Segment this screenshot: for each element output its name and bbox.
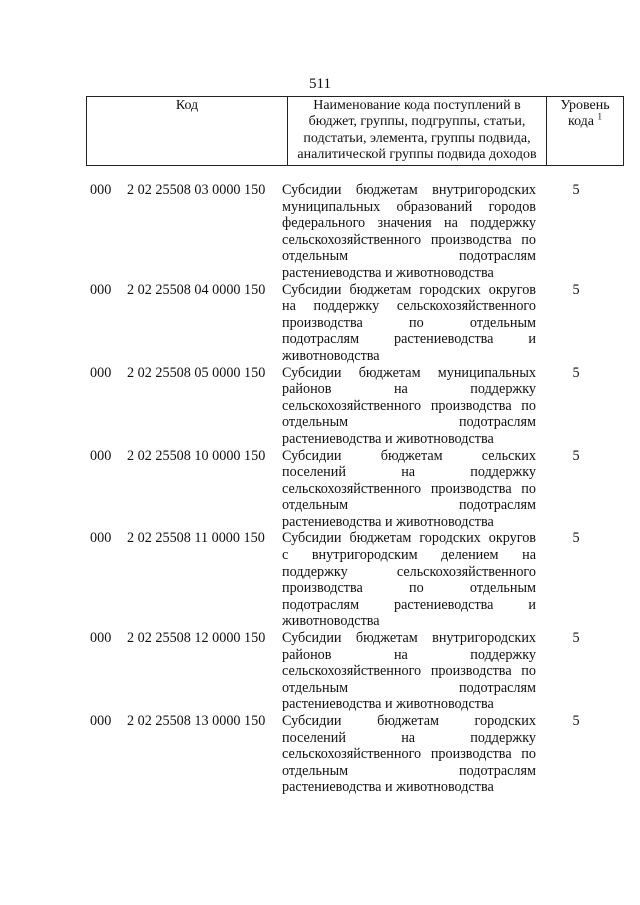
row-revenue-code: 2 02 25508 13 0000 150 bbox=[127, 713, 266, 729]
row-name-line: районов на поддержку bbox=[282, 646, 536, 663]
table-row bbox=[0, 713, 640, 796]
row-name bbox=[282, 282, 536, 365]
row-name-line: сельскохозяйственного производства по bbox=[282, 480, 536, 497]
row-name-line: растениеводства и животноводства bbox=[282, 264, 494, 281]
row-name-line: отдельным подотраслям bbox=[282, 414, 536, 431]
row-name-line: производства по отдельным bbox=[282, 580, 536, 597]
header-name-line: подстатьи, элемента, группы подвида, bbox=[303, 130, 531, 146]
table-row bbox=[0, 530, 640, 630]
row-name-line: растениеводства и животноводства bbox=[282, 696, 494, 713]
row-name bbox=[282, 713, 536, 796]
row-name-line: поселений на поддержку bbox=[282, 729, 536, 746]
row-name-line: животноводства bbox=[282, 613, 380, 630]
row-name bbox=[282, 182, 536, 282]
row-name-line: Субсидии бюджетам внутригородских bbox=[282, 630, 536, 647]
row-name-line: Субсидии бюджетам муниципальных bbox=[282, 364, 536, 381]
row-level: 5 bbox=[572, 447, 580, 464]
row-name-line: районов на поддержку bbox=[282, 381, 536, 398]
row-name bbox=[282, 365, 536, 448]
row-revenue-code: 2 02 25508 12 0000 150 bbox=[127, 630, 266, 647]
row-name-line: растениеводства и животноводства bbox=[282, 430, 494, 447]
row-name-line: отдельным подотраслям bbox=[282, 679, 536, 696]
row-admin-code: 000 bbox=[90, 281, 112, 298]
header-level-cell bbox=[547, 97, 624, 166]
header-name-line: Наименование кода поступлений в bbox=[313, 98, 521, 113]
row-name bbox=[282, 448, 536, 531]
row-name bbox=[282, 630, 536, 713]
row-name-line: федерального значения на поддержку bbox=[282, 215, 536, 232]
row-revenue-code: 2 02 25508 03 0000 150 bbox=[127, 182, 266, 198]
row-name-line: растениеводства и животноводства bbox=[282, 779, 494, 796]
table-row bbox=[0, 630, 640, 713]
row-name-line: производства по отдельным bbox=[282, 314, 536, 331]
row-admin-code: 000 bbox=[90, 713, 112, 729]
row-name-line: сельскохозяйственного производства по bbox=[282, 397, 536, 414]
header-code: Код bbox=[175, 98, 199, 113]
table-row bbox=[0, 282, 640, 365]
row-level: 5 bbox=[572, 530, 580, 547]
row-name-line: сельскохозяйственного производства по bbox=[282, 746, 536, 763]
row-name-line: с внутригородским делением на bbox=[282, 547, 536, 564]
row-name-line: сельскохозяйственного производства по bbox=[282, 231, 536, 248]
header-code-cell bbox=[87, 97, 288, 166]
table-row bbox=[0, 365, 640, 448]
header-name-cell bbox=[288, 97, 547, 166]
row-admin-code: 000 bbox=[90, 364, 112, 381]
table-row bbox=[0, 182, 640, 282]
row-name-line: Субсидии бюджетам городских округов bbox=[282, 530, 536, 547]
row-level: 5 bbox=[572, 630, 580, 647]
row-name bbox=[282, 530, 536, 630]
row-level: 5 bbox=[572, 182, 580, 198]
row-name-line: поддержку сельскохозяйственного bbox=[282, 563, 536, 580]
row-name-line: поселений на поддержку bbox=[282, 464, 536, 481]
header-level-line1: Уровень bbox=[560, 98, 610, 113]
row-name-line: животноводства bbox=[282, 347, 380, 364]
table-header bbox=[86, 96, 624, 166]
row-name-line: Субсидии бюджетам городских bbox=[282, 713, 536, 729]
page-number: 511 bbox=[309, 76, 331, 92]
row-name-line: отдельным подотраслям bbox=[282, 248, 536, 265]
row-name-line: сельскохозяйственного производства по bbox=[282, 663, 536, 680]
row-name-line: отдельным подотраслям bbox=[282, 762, 536, 779]
row-name-line: Субсидии бюджетам внутригородских bbox=[282, 182, 536, 198]
table-body bbox=[0, 182, 640, 796]
row-revenue-code: 2 02 25508 11 0000 150 bbox=[127, 530, 265, 547]
row-revenue-code: 2 02 25508 04 0000 150 bbox=[127, 281, 266, 298]
row-name-line: Субсидии бюджетам сельских bbox=[282, 447, 536, 464]
footnote-mark: 1 bbox=[597, 111, 603, 122]
row-name-line: Субсидии бюджетам городских округов bbox=[282, 281, 536, 298]
row-admin-code: 000 bbox=[90, 447, 112, 464]
row-name-line: подотраслям растениеводства и bbox=[282, 596, 536, 613]
row-name-line: отдельным подотраслям bbox=[282, 497, 536, 514]
row-admin-code: 000 bbox=[90, 630, 112, 647]
row-level: 5 bbox=[572, 364, 580, 381]
header-name-line: аналитической группы подвида доходов bbox=[297, 146, 537, 162]
table-row bbox=[0, 448, 640, 531]
row-revenue-code: 2 02 25508 05 0000 150 bbox=[127, 364, 266, 381]
row-level: 5 bbox=[572, 713, 580, 729]
row-name-line: муниципальных образований городов bbox=[282, 198, 536, 215]
row-level: 5 bbox=[572, 281, 580, 298]
header-level-word: кода bbox=[567, 114, 595, 130]
row-name-line: растениеводства и животноводства bbox=[282, 513, 494, 530]
row-name-line: на поддержку сельскохозяйственного bbox=[282, 298, 536, 315]
row-name-line: подотраслям растениеводства и bbox=[282, 331, 536, 348]
header-name-line: бюджет, группы, подгруппы, статьи, bbox=[308, 114, 526, 130]
row-revenue-code: 2 02 25508 10 0000 150 bbox=[127, 447, 266, 464]
row-admin-code: 000 bbox=[90, 182, 112, 198]
row-admin-code: 000 bbox=[90, 530, 112, 547]
header-level-line2 bbox=[549, 111, 621, 130]
